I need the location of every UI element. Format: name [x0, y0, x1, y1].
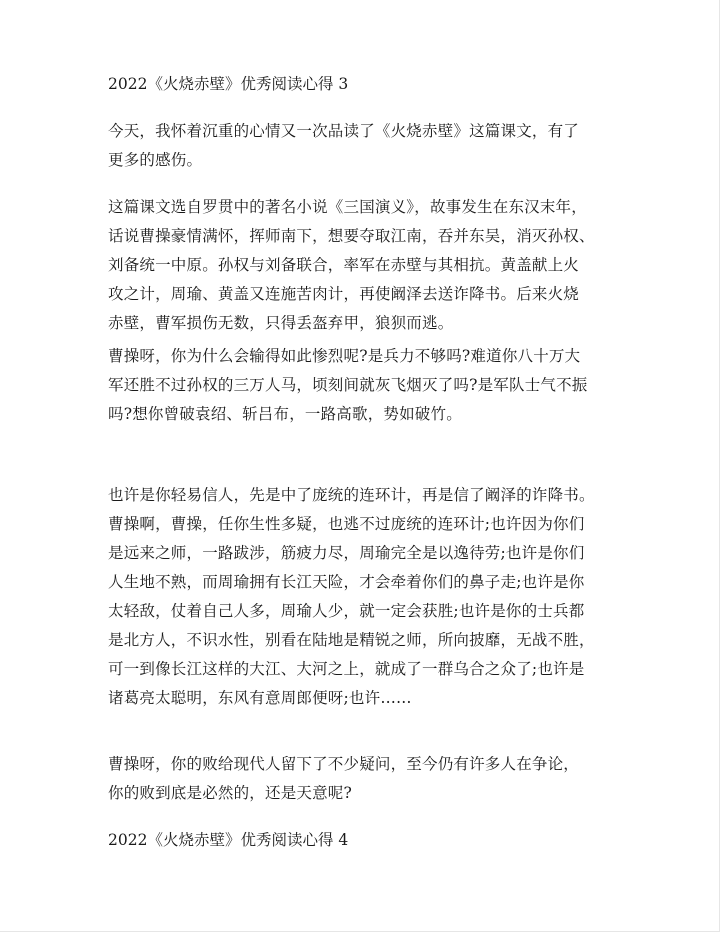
paragraph-line: 这篇课文选自罗贯中的著名小说《三国演义》，故事发生在东汉末年， — [108, 198, 587, 216]
section-heading-3: 2022《火烧赤壁》优秀阅读心得 3 — [108, 75, 349, 93]
paragraph-5 — [108, 750, 638, 808]
paragraph-line: 人生地不熟，而周瑜拥有长江天险，才会牵着你们的鼻子走;也许是你 — [108, 573, 585, 591]
paragraph-line: 更多的感伤。 — [108, 151, 203, 169]
paragraph-line: 是北方人，不识水性，别看在陆地是精锐之师，所向披靡，无战不胜， — [108, 631, 595, 649]
paragraph-line: 诸葛亮太聪明，东风有意周郎便呀;也许…… — [108, 689, 412, 707]
paragraph-line: 曹操啊，曹操，任你生性多疑，也逃不过庞统的连环计;也许因为你们 — [108, 515, 585, 533]
paragraph-1 — [108, 117, 638, 175]
paragraph-line: 曹操呀，你为什么会输得如此惨烈呢?是兵力不够吗?难道你八十万大 — [108, 347, 581, 365]
paragraph-line: 赤壁，曹军损伤无数，只得丢盔弃甲，狼狈而逃。 — [108, 314, 454, 332]
paragraph-line: 也许是你轻易信人，先是中了庞统的连环计，再是信了阚泽的诈降书。 — [108, 486, 595, 504]
paragraph-line: 今天，我怀着沉重的心情又一次品读了《火烧赤壁》这篇课文，有了 — [108, 122, 580, 140]
paragraph-3 — [108, 342, 638, 429]
paragraph-line: 太轻敌，仗着自己人多，周瑜人少，就一定会获胜;也许是你的士兵都 — [108, 602, 585, 620]
paragraph-line: 话说曹操豪情满怀，挥师南下，想要夺取江南，吞并东吴，消灭孙权、 — [108, 227, 595, 245]
paragraph-4 — [108, 481, 638, 713]
paragraph-line: 吗?想你曾破袁绍、斩吕布，一路高歌，势如破竹。 — [108, 405, 462, 423]
paragraph-line: 曹操呀，你的败给现代人留下了不少疑问，至今仍有许多人在争论， — [108, 755, 580, 773]
paragraph-2 — [108, 193, 638, 338]
section-heading-4: 2022《火烧赤壁》优秀阅读心得 4 — [108, 831, 349, 849]
paragraph-line: 军还胜不过孙权的三万人马，顷刻间就灰飞烟灭了吗?是军队士气不振 — [108, 376, 588, 394]
paragraph-line: 你的败到底是必然的，还是天意呢? — [108, 784, 353, 802]
paragraph-line: 是远来之师，一路跋涉，筋疲力尽，周瑜完全是以逸待劳;也许是你们 — [108, 544, 585, 562]
paragraph-line: 刘备统一中原。孙权与刘备联合，率军在赤壁与其相抗。黄盖献上火 — [108, 256, 580, 274]
paragraph-line: 可一到像长江这样的大江、大河之上，就成了一群乌合之众了;也许是 — [108, 660, 585, 678]
paragraph-line: 攻之计，周瑜、黄盖又连施苦肉计，再使阚泽去送诈降书。后来火烧 — [108, 285, 580, 303]
